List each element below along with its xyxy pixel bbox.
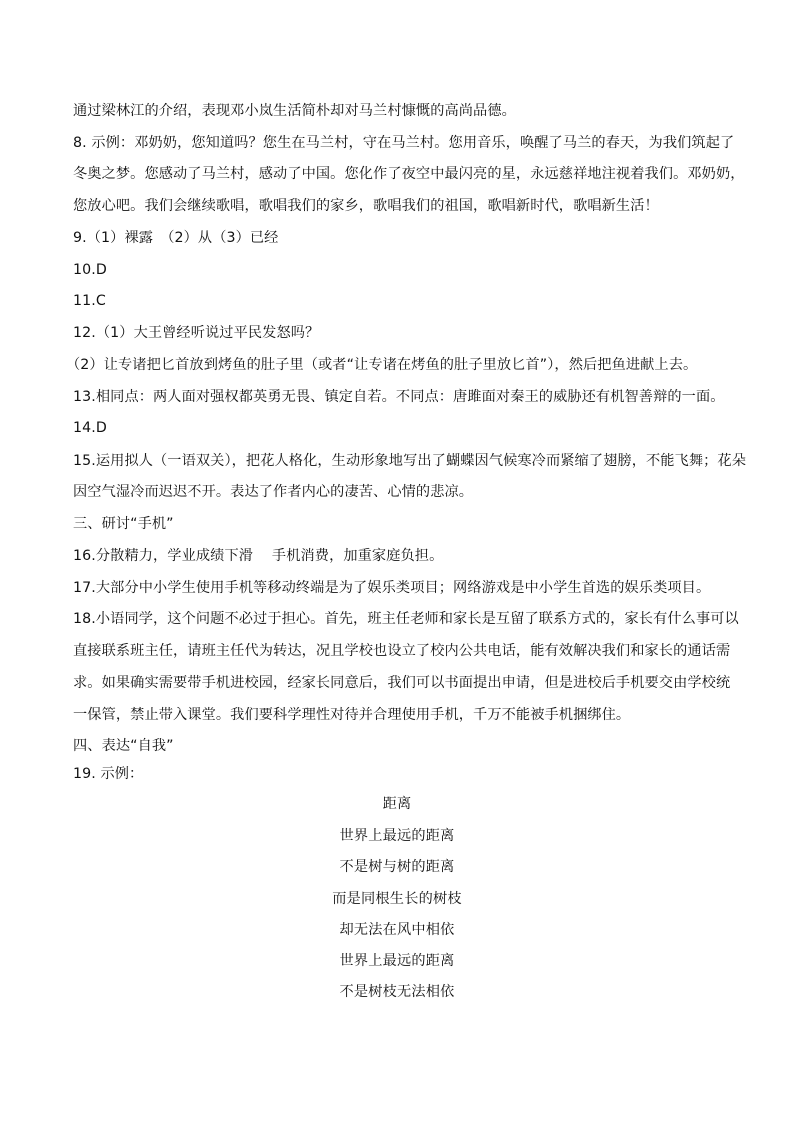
paragraph-line: 10.D (73, 262, 107, 278)
poem-title: 距离 (382, 796, 412, 812)
paragraph-line: 15.运用拟人（一语双关），把花人格化，生动形象地写出了蝴蝶因气候寒冷而紧缩了翅膀，不能飞舞；花朵 (73, 453, 746, 469)
paragraph-line: 求。如果确实需要带手机进校园，经家长同意后，我们可以书面提出申请，但是进校后手机要交由学校统 (73, 675, 731, 691)
section-heading: 四、表达“自我” (73, 738, 174, 754)
poem-line: 而是同根生长的树枝 (332, 891, 462, 907)
paragraph-line: 18.小语同学，这个问题不必过于担心。首先，班主任老师和家长是互留了联系方式的，家长有什么事可以 (73, 611, 739, 627)
paragraph-line: 您放心吧。我们会继续歌唱，歌唱我们的家乡，歌唱我们的祖国，歌唱新时代，歌唱新生活！ (73, 198, 659, 214)
paragraph-line: 直接联系班主任，请班主任代为转达，况且学校也设立了校内公共电话，能有效解决我们和家长的通话需 (73, 643, 731, 659)
poem-line: 不是树枝无法相依 (339, 984, 455, 1000)
paragraph-line: 9.（1）裸露 （2）从（3）已经 (73, 230, 279, 246)
poem-line: 世界上最远的距离 (339, 828, 455, 844)
paragraph-line: （2）让专诸把匕首放到烤鱼的肚子里（或者“让专诸在烤鱼的肚子里放匕首”），然后把鱼进献上去。 (66, 357, 698, 373)
paragraph-line: 冬奥之梦。您感动了马兰村，感动了中国。您化作了夜空中最闪亮的星，永远慈祥地注视着我们。邓奶奶， (73, 166, 745, 182)
paragraph-line: 一保管，禁止带入课堂。我们要科学理性对待并合理使用手机，千万不能被手机捆绑住。 (73, 707, 631, 723)
paragraph-line: 11.C (73, 293, 106, 309)
paragraph-line: 13.相同点：两人面对强权都英勇无畏、镇定自若。不同点：唐雎面对秦王的威胁还有机智善辩的一面。 (73, 389, 725, 405)
poem-line: 世界上最远的距离 (339, 953, 455, 969)
paragraph-line: 16.分散精力，学业成绩下滑 手机消费，加重家庭负担。 (73, 548, 444, 564)
paragraph-line: 14.D (73, 420, 107, 436)
paragraph-line: 12.（1）大王曾经听说过平民发怒吗？ (73, 325, 320, 341)
paragraph-line: 19. 示例： (73, 766, 144, 782)
paragraph-line: 17.大部分中小学生使用手机等移动终端是为了娱乐类项目；网络游戏是中小学生首选的娱乐类项目。 (73, 580, 711, 596)
poem-line: 不是树与树的距离 (339, 859, 455, 875)
paragraph-line: 因空气湿冷而迟迟不开。表达了作者内心的凄苦、心情的悲凉。 (73, 484, 474, 500)
section-heading: 三、研讨“手机” (73, 516, 174, 532)
paragraph-line: 通过梁林江的介绍，表现邓小岚生活简朴却对马兰村慷慨的高尚品德。 (73, 103, 516, 119)
poem-line: 却无法在风中相依 (339, 922, 455, 938)
paragraph-line: 8. 示例：邓奶奶，您知道吗？您生在马兰村，守在马兰村。您用音乐，唤醒了马兰的春天，为我们筑起了 (73, 135, 735, 151)
